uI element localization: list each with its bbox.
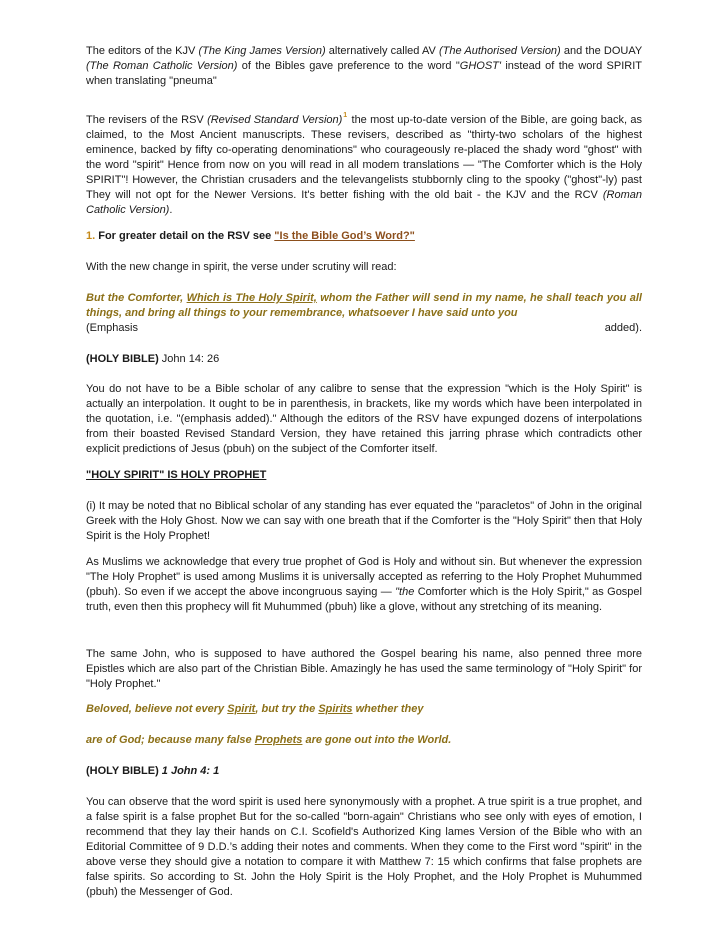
paragraph-spirit-prophet: You can observe that the word spirit is used here synonymously with a prophet. A true spirit is a true prophet, and a false spirit is a false prophet But for the so-called "born-again" Christians who see only with eyes of emotion, I recommend that they lay their hands on C.I. Scofield's Authorized King lames Version of the Bible who with an Editorial Committee of 9 D.D.’s adding their notes and comments. When they come to the First word "spirit" in the above verse they should give a notation to compare it with Matthew 7: 15 which confirms that false prophets are false spirits. So according to St. John the Holy Spirit is the Holy Prophet, and the Holy Prophet is Muhummed (pbuh) the Messenger of God. bbox=[86, 796, 642, 898]
ghost-word: GHOST' bbox=[459, 60, 501, 72]
paragraph-muslims bbox=[86, 555, 642, 615]
text-run: . bbox=[169, 204, 173, 216]
verse-1-john-4-1-line2 bbox=[86, 733, 642, 748]
paragraph-intro-verse: With the new change in spirit, the verse under scrutiny will read: bbox=[86, 261, 397, 273]
douay-term: (The Roman Catholic Version) bbox=[86, 60, 238, 72]
reference-1-john-4-1 bbox=[86, 764, 642, 779]
verse-reference: 1 John 4: 1 bbox=[158, 765, 220, 777]
verse-underlined: Which is The Holy Spirit, bbox=[186, 292, 317, 304]
text-run: Comforter which is the Holy Spirit," as Gospel truth, even then this prophecy will fit Muhummed (pbuh) like a glove, without any stretching of its meaning. bbox=[86, 586, 642, 613]
footnote-number: 1. bbox=[86, 230, 96, 242]
verse-text: But the Comforter, bbox=[86, 292, 187, 304]
italic-the: "the bbox=[395, 586, 415, 598]
footnote-marker[interactable]: 1 bbox=[343, 112, 348, 119]
holy-bible-label: (HOLY BIBLE) bbox=[86, 765, 159, 777]
text-run: The revisers of the RSV bbox=[86, 114, 208, 126]
verse-text: whether they bbox=[352, 703, 424, 715]
verse-text: Beloved, believe not every bbox=[86, 703, 228, 715]
emphasis-note bbox=[86, 321, 642, 336]
emphasis-close: added). bbox=[604, 322, 642, 334]
kjv-term: (The King James Version) bbox=[198, 45, 326, 57]
prophets-word: Prophets bbox=[254, 734, 303, 746]
footnote bbox=[86, 229, 642, 244]
bible-gods-word-link[interactable]: "Is the Bible God’s Word?" bbox=[274, 230, 415, 242]
text-run: instead of the word SPIRIT when translating "pneuma" bbox=[86, 60, 643, 87]
verse-text: whom the Father will send in my name, he shall teach you all things, and bring all things to your remembrance, whatsoever I have said unto you bbox=[86, 292, 642, 319]
text-run: alternatively called AV bbox=[325, 45, 440, 57]
heading-text: "HOLY SPIRIT" IS HOLY PROPHET bbox=[86, 469, 267, 481]
paragraph-paracletos: (i) It may be noted that no Biblical scholar of any standing has ever equated the "paracletos" of John in the original Greek with the Holy Ghost. Now we can say with one breath that if the Comforter is the "Holy Spirit" then that Holy Spirit is the Holy Prophet! bbox=[86, 500, 642, 542]
verse-text: are of God; because many false bbox=[86, 734, 255, 746]
text-run: The editors of the KJV bbox=[86, 45, 199, 57]
paragraph-rsv bbox=[86, 113, 642, 218]
verse-reference: John 14: 26 bbox=[158, 353, 220, 365]
reference-john-14-26 bbox=[86, 352, 642, 367]
text-run: As Muslims we acknowledge that every true prophet of God is Holy and without sin. But whenever the expression "The Holy Prophet" is used among Muslims it is universally accepted as referring to the Holy Prophet Muhummed (pbuh). So even if we accept the above incongruous saying — bbox=[86, 556, 642, 598]
spirits-word: Spirits bbox=[318, 703, 353, 715]
verse-john-14-26 bbox=[86, 291, 642, 321]
av-term: (The Authorised Version) bbox=[439, 45, 561, 57]
section-heading bbox=[86, 468, 642, 483]
footnote-text: For greater detail on the RSV see bbox=[95, 230, 275, 242]
paragraph-kjv-douay bbox=[86, 44, 642, 89]
text-run: and the DOUAY bbox=[560, 45, 642, 57]
spirit-word: Spirit bbox=[227, 703, 256, 715]
text-run: the most up-to-date version of the Bible, are going back, as claimed, to the Most Ancient manuscripts. These revisers, described as "thirty-two scholars of the highest eminence, backed by fifty co-operating denominations" who courageously re-placed the shady word "ghost" with the word "spirit" Hence from now on you will read in all modem translations — "The Comforter which is the Holy SPIRIT"! However, the Christian crusaders and the televangelists stubbornly cling to the spooky ("ghost"-ly) past They will not opt for the Newer Versions. It's better fishing with the old bait - the KJV and the RCV bbox=[86, 114, 642, 201]
verse-text: are gone out into the World. bbox=[302, 734, 452, 746]
rsv-term: (Revised Standard Version) bbox=[207, 114, 343, 126]
verse-text: , but try the bbox=[255, 703, 319, 715]
emphasis-open: (Emphasis bbox=[86, 322, 138, 334]
paragraph-john-epistles: The same John, who is supposed to have authored the Gospel bearing his name, also penned three more Epistles which are also part of the Christian Bible. Amazingly he has used the same terminology of "Holy Spirit" for "Holy Prophet." bbox=[86, 648, 642, 690]
holy-bible-label: (HOLY BIBLE) bbox=[86, 353, 159, 365]
rcv-term: (Roman Catholic Version) bbox=[86, 189, 642, 216]
text-run: of the Bibles gave preference to the word " bbox=[237, 60, 460, 72]
verse-1-john-4-1-line1 bbox=[86, 702, 642, 717]
paragraph-interpolation: You do not have to be a Bible scholar of any calibre to sense that the expression "which is the Holy Spirit" is actually an interpolation. It ought to be in parenthesis, in brackets, like my words which have been interpolated in the quotation, i.e. "(emphasis added)." Although the editors of the RSV have expunged dozens of interpolations from their boasted Revised Standard Version, they have retained this jarring phrase which contradicts other explicit predictions of Jesus (pbuh) on the subject of the Comforter itself. bbox=[86, 383, 642, 455]
